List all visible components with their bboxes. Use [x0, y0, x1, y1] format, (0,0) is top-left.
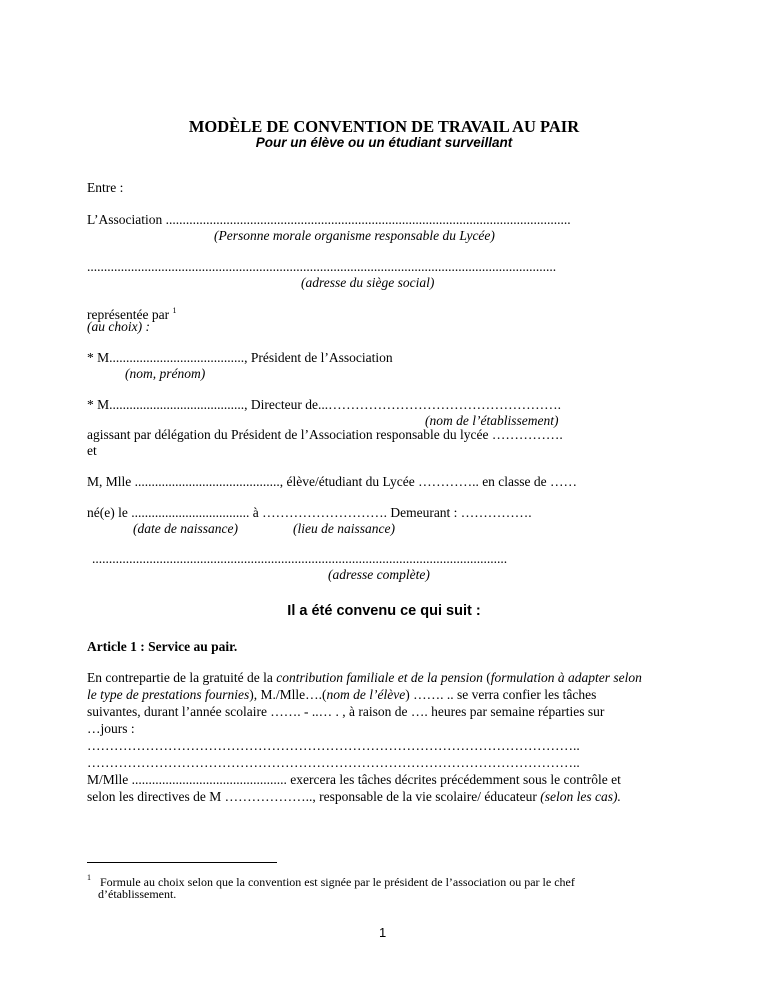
- association-line: L’Association ........................................................................................................................: [87, 212, 571, 227]
- article-line: …jours :: [87, 721, 135, 736]
- article-line: [87, 669, 676, 686]
- article-line: [87, 788, 676, 805]
- article-dots-line: ………………………………………………………………………………………………..: [87, 755, 580, 770]
- birth-place-caption: (lieu de naissance): [293, 521, 395, 536]
- represented-by-text: représentée par: [87, 307, 170, 322]
- article-italic-text: le type de prestations fournies: [87, 687, 250, 702]
- article-1-body: [87, 669, 676, 805]
- document-subtitle: Pour un élève ou un étudiant surveillant: [255, 135, 513, 150]
- page-number: 1: [379, 925, 387, 940]
- article-text: ), M./Mlle….(: [249, 687, 327, 702]
- president-caption: (nom, prénom): [125, 366, 206, 381]
- article-line: suivantes, durant l’année scolaire ……. - ..… . , à raison de …. heures par semaine réparties sur: [87, 704, 605, 719]
- full-address-line: ...........................................................................................................................: [92, 551, 508, 566]
- article-italic-text: formulation à adapter selon: [490, 670, 642, 685]
- article-text: ) ……. .. se verra confier les tâches: [405, 687, 597, 702]
- entre-label: Entre :: [87, 180, 124, 195]
- footnote-reference: 1: [172, 306, 177, 315]
- article-line: M/Mlle .............................................. exercera les tâches décrites précédemment sous le contrôle et: [87, 772, 621, 787]
- agreement-heading: Il a été convenu ce qui suit :: [287, 603, 481, 619]
- article-dots-line: ………………………………………………………………………………………………..: [87, 738, 580, 753]
- footnote-text-line2: d’établissement.: [98, 887, 177, 901]
- delegation-line: agissant par délégation du Président de l’Association responsable du lycée …………….: [87, 427, 563, 442]
- footnote-text-line1: Formule au choix selon que la convention est signée par le président de l’association ou par le chef: [100, 875, 575, 889]
- article-text: En contrepartie de la gratuité de la: [87, 670, 273, 685]
- article-line: [87, 686, 676, 703]
- article-text: selon les directives de M ……………….., responsable de la vie scolaire/ éducateur: [87, 789, 537, 804]
- au-choix-label: (au choix) :: [87, 319, 150, 334]
- association-caption: (Personne morale organisme responsable du Lycée): [214, 228, 495, 243]
- article-italic-text: contribution familiale et de la pension: [276, 670, 483, 685]
- article-1-title: Article 1 : Service au pair.: [87, 639, 238, 654]
- article-italic-text: (selon les cas).: [540, 789, 621, 804]
- footnote-separator: [87, 862, 277, 863]
- article-italic-text: nom de l’élève: [326, 687, 406, 702]
- address-line: ...........................................................................................................................................: [87, 259, 557, 274]
- document-title: MODÈLE DE CONVENTION DE TRAVAIL AU PAIR: [188, 117, 580, 136]
- president-line: * M........................................, Président de l’Association: [87, 350, 393, 365]
- birth-date-caption: (date de naissance): [133, 521, 238, 536]
- full-address-caption: (adresse complète): [328, 567, 430, 582]
- etablissement-caption: (nom de l’établissement): [425, 413, 559, 428]
- address-caption: (adresse du siège social): [301, 275, 435, 290]
- article-text: (: [486, 670, 491, 685]
- student-line: M, Mlle ..........................................., élève/étudiant du Lycée ………….. en classe de ……: [87, 474, 578, 489]
- footnote-number: 1: [87, 873, 91, 882]
- birth-line: né(e) le ................................... à ………………………. Demeurant : …………….: [87, 505, 532, 520]
- et-label: et: [87, 443, 97, 458]
- directeur-line: * M........................................, Directeur de...…………………………………………….: [87, 397, 561, 412]
